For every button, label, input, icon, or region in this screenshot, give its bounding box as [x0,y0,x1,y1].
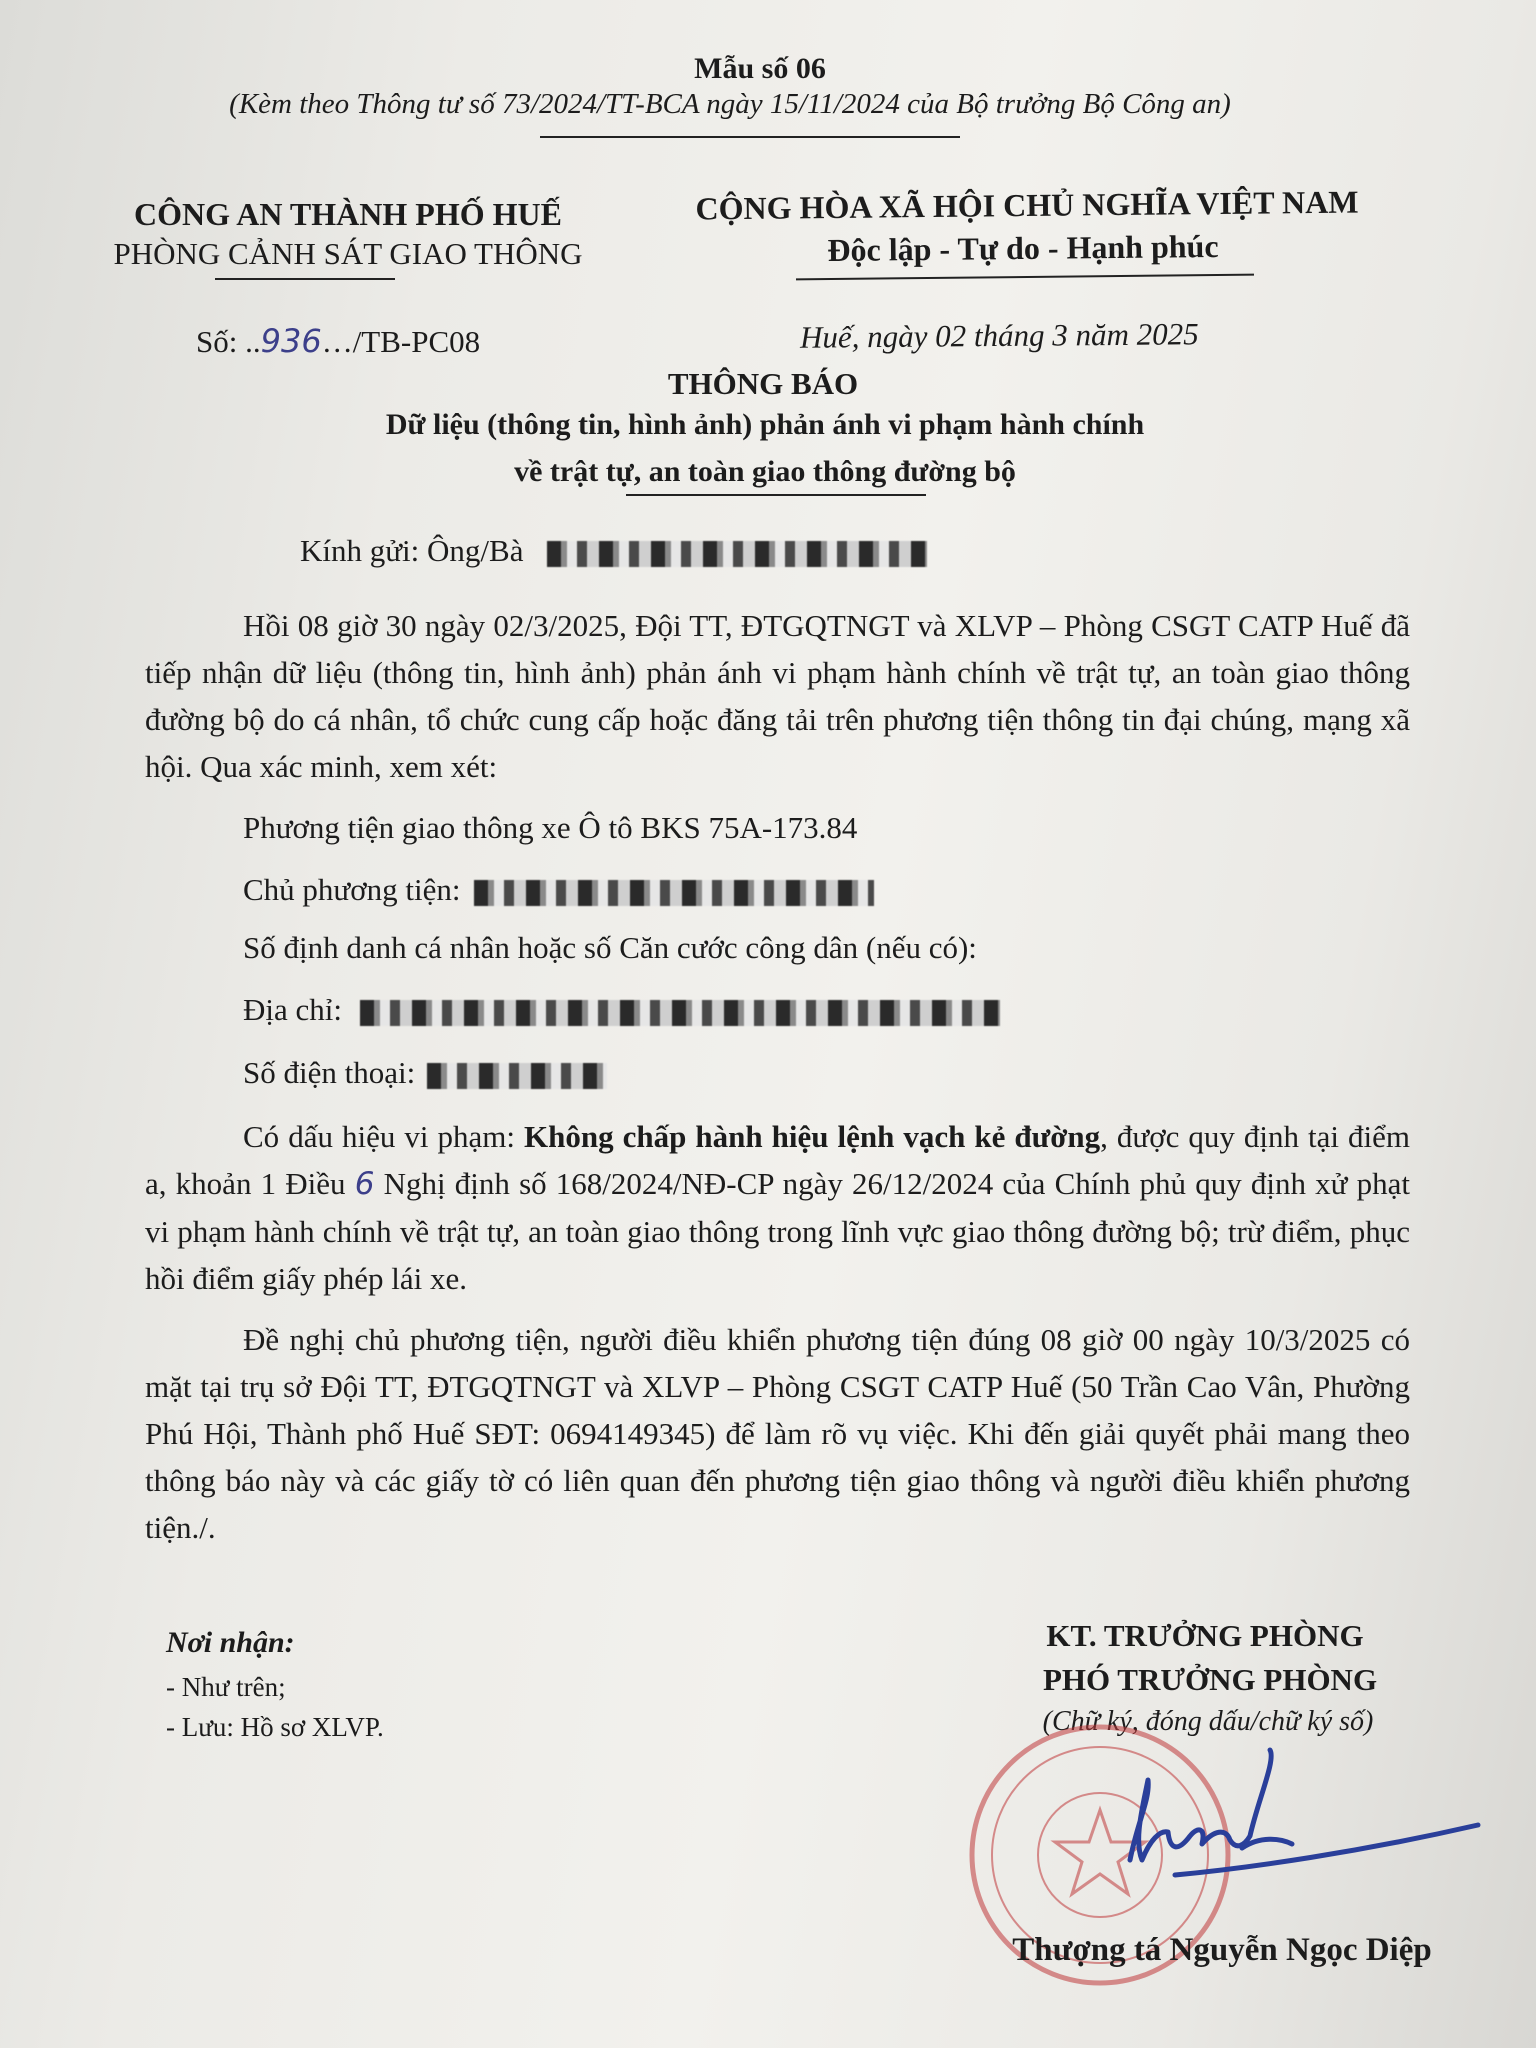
document-number [196,322,480,360]
owner-label: Chủ phương tiện: [243,872,461,907]
handwritten-number: 936 [260,322,322,360]
phone-line [243,1055,607,1091]
form-title: Mẫu số 06 [694,52,826,85]
redacted-phone [427,1063,607,1089]
recipient-line [300,533,927,569]
redacted-name [547,541,927,567]
signature-title-2: PHÓ TRƯỞNG PHÒNG [1042,1662,1378,1697]
date-line: Huế, ngày 02 tháng 3 năm 2025 [799,316,1199,355]
divider [215,278,395,280]
address-label: Địa chỉ: [243,992,342,1027]
recipients-title: Nơi nhận: [166,1626,295,1659]
notice-title: THÔNG BÁO [667,366,859,401]
phone-label: Số điện thoại: [243,1055,416,1090]
handwritten-article: 6 [354,1166,375,1202]
address-line [243,992,1000,1028]
divider [626,494,926,496]
divider [540,136,960,138]
handwritten-signature [1030,1740,1500,1900]
violation-name: Không chấp hành hiệu lệnh vạch kẻ đường [524,1119,1101,1154]
recipients-item-2: - Lưu: Hồ sơ XLVP. [166,1712,384,1742]
nation-name: CỘNG HÒA XÃ HỘI CHỦ NGHĨA VIỆT NAM [695,183,1359,227]
redacted-owner [474,880,874,906]
recipient-label: Kính gửi: Ông/Bà [300,533,524,568]
signature-note: (Chữ ký, đóng dấu/chữ ký số) [1042,1706,1374,1737]
motto: Độc lập - Tự do - Hạnh phúc [827,227,1219,269]
document-number-suffix: …/TB-PC08 [321,324,481,359]
signer-name: Thượng tá Nguyễn Ngọc Diệp [1012,1932,1432,1968]
agency-name: CÔNG AN THÀNH PHỐ HUẾ [134,196,562,232]
redacted-address [360,1000,1000,1026]
department-name: PHÒNG CẢNH SÁT GIAO THÔNG [113,236,583,271]
vehicle-line: Phương tiện giao thông xe Ô tô BKS 75A-173.84 [243,810,858,845]
paragraph-request: Đề nghị chủ phương tiện, người điều khiển phương tiện đúng 08 giờ 00 ngày 10/3/2025 có mặt tại trụ sở Đội TT, ĐTGQTNGT và XLVP – Phòng CSGT CATP Huế (50 Trần Cao Vân, Phường Phú Hội, Thành phố Huế SĐT: 0694149345) để làm rõ vụ việc. Khi đến giải quyết phải mang theo thông báo này và các giấy tờ có liên quan đến phương tiện giao thông và người điều khiển phương tiện./. [145,1322,1410,1545]
violation-prefix: Có dấu hiệu vi phạm: [243,1119,524,1154]
recipients-item-1: - Như trên; [166,1672,286,1702]
paragraph-violation [145,1113,1410,1302]
form-subtitle: (Kèm theo Thông tư số 73/2024/TT-BCA ngày 15/11/2024 của Bộ trưởng Bộ Công an) [229,88,1231,120]
id-line: Số định danh cá nhân hoặc số Căn cước công dân (nếu có): [243,930,977,965]
violation-rest: Nghị định số 168/2024/NĐ-CP ngày 26/12/2024 của Chính phủ quy định xử phạt vi phạm hành chính về trật tự, an toàn giao thông trong lĩnh vực giao thông đường bộ; trừ điểm, phục hồi điểm giấy phép lái xe. [145,1166,1410,1296]
notice-subtitle-2: về trật tự, an toàn giao thông đường bộ [514,455,1016,488]
notice-subtitle-1: Dữ liệu (thông tin, hình ảnh) phản ánh vi phạm hành chính [385,408,1145,441]
divider [796,274,1254,281]
owner-line [243,872,874,908]
paragraph-intro: Hồi 08 giờ 30 ngày 02/3/2025, Đội TT, ĐTGQTNGT và XLVP – Phòng CSGT CATP Huế đã tiếp nhận dữ liệu (thông tin, hình ảnh) phản ánh vi phạm hành chính về trật tự, an toàn giao thông đường bộ do cá nhân, tổ chức cung cấp hoặc đăng tải trên phương tiện thông tin đại chúng, mạng xã hội. Qua xác minh, xem xét: [145,608,1410,784]
violation-mid: , được quy định tại điểm a, khoản 1 Điều [145,1119,1411,1201]
signature-title-1: KT. TRƯỞNG PHÒNG [1046,1618,1364,1653]
document-number-prefix: Số: .. [196,324,261,359]
